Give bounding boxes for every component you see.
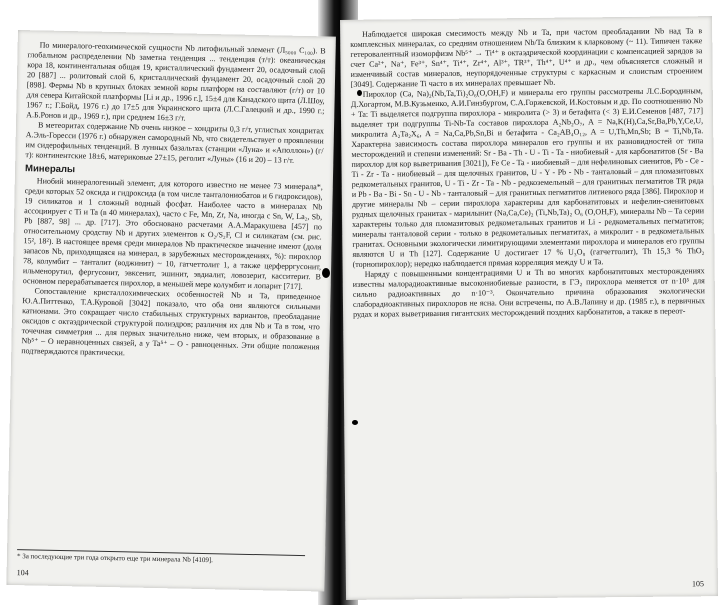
scan-speck [322,268,330,278]
scan-speck [357,90,362,96]
right-page [340,16,718,600]
scan-speck [352,420,358,425]
paragraph: Наблюдается широкая смесимость между Nb и Ta, при частом преобладании Nb над Ta в комплексных минералах, со средним отношением Nb/Ta близким к кларковому (~ 11). Типичен также гетеровалентный изоморфизм Nb⁵⁺ → Ti⁴⁺ в октаэдрической координации с компенсацией зарядов за счет Ca²⁺, Na⁺, Fe³⁺, Sn⁴⁺, Ti⁴⁺, Zr⁴⁺, Al³⁺, TR³⁺, Th⁴⁺, U⁴⁺ и др., чем объясняется сложный и изменчивый состав минералов, неупорядоченные структуры с каркасным и слоистым строением [3049]. Содержание Ti часто в их минералах превышает Nb. [350,26,703,89]
paragraph: Пирохлор (Ca, Na)₂(Nb,Ta,Ti)₂O₆(O,OH,F) и минералы его группы рассмотрены Л.С.Бородиным, Д.Хогартом, М.В.Кузьменко, А.И.Гинзбургом, С.А.Горжевской, И.Костовым и др. По соотношению Nb + Ta: Ti выделяется подгруппа пирохлора - микролита (> 3) и бетафита (< 3) Е.И.Семенов [487, 717] выделяет три подгруппы Ti-Nb-Ta составов пирохлора A₂Nb₂O₇, A = Na,K(H),Ca,Sr,Ba,Pb,Y,Ce,U, микролита A₂Ta₂X₆, A = Na,Ca,Pb,Sn,Bi и бетафита - Ca₂AB₄O₁₂, A = U,Th,Mn,Sb; B = Ti,Nb,Ta. Характерна зависимость состава пирохлора минералов его группы и их разновидностей от типа месторождений и степени изменений: Sr - Ba - Th - U - Ti - Ta - ниобиевый - для карбонатитов (Sr - Ba пирохлор для кор выветривания [3021]), Fe Ce - Ta - ниобиевый – для нефелиновых сиенитов, Pb - Ce - Ti - Zr - Ta - ниобиевый – для щелочных гранитов, U - Y - Pb - Nb - танталовый – для пломазитовых редкометальных гранитов, U - Ti - Zr - Ta - Nb - редкоземельный – для гранитных пегматитов TR ряда и Pb - Ba - Bi - Sn - U - Nb - танталовый – для гранитных пегматитов литиевого ряда [386]. Пирохлор и другие минералы Nb – серии пирохлора характерны для карбонатитовых и нефелин-сиенитовых рудных щелочных гранитах - марилынит (Na,Ca,Ce)₂ (Ti,Nb,Ta)₂ O₆ (O,OH,F), минералы Nb – Ta серии характерны только для пломазитовых редкометальных гранитов и Li - редкометальных пегматитов; минералы танталовой серии - только в редкометальных пегматитах, а микролит - в редкометальных гранитах. Основными экологически лимитирующими элементами пирохлора и минералов его группы являются U и Th [127]. Содержание U достигает 17 % U₃O₈ (гатчеттолит), Th 15,3 % ThO₂ (торнопирохлор); нередко наблюдается прямая корреляция между U и Ta. [350,86,705,269]
paragraph: Ниобий минералогенный элемент, для которого известно не менее 73 минерала*, среди которых 52 оксида и гидроксида (в том числе танталониобатов и 6 гидроксидов), 19 силикатов и 1 сложный водный фосфат. Наиболее часто в минералах Nb ассоциирует с Ti и Ta (в 40 минералах), часто с Fe, Mn, Zr, Na, иногда с Sn, W, La₂, Sb, Pb [887, 98] ... др. [717]. Это обосновано расчетами А.А.Маракушева [457] по относительному сродству Nb и других элементов к O₂/S₂F, Cl и силикатам (см. рис. 15², 18²). В настоящее время среди минералов Nb практическое значение имеют (доля запасов Nb, приходящаяся на минерал, в зарубежных месторождениях, %): пирохлор 78, колумбит – танталит (воджинит) ~ 10, гатчеттолит 1, а также церферргусонит, ильменорутил, фергусонит, эвксенит, эшинит, эвдиалит, ловозерит, касситерит. В основном перерабатывается пирохлор, в меньшей мере колумбит и лопарит [717]. [22,176,323,292]
left-page [6,30,336,592]
paragraph: В метеоритах содержание Nb очень низкое – хондриты 0,3 г/т, углистых хондритах А.Эль-Горесси (1976 г.) обнаружен самородный Nb, что свидетельствует о проявлении им сидерофильных тенденций. В лунных базальтах (станции «Луна» и «Аполлон») (г/т): континентские 18±6, материковые 27±15, реголит «Луны» (16 и 20) – 13 г/т. [25,120,325,165]
paragraph: Сопоставление кристаллохимических особенностей Nb и Ta, приведенное Ю.А.Питтенко, Т.А.Куровой [3042] показало, что оба они являются сильными катионами. Это сокращает число стабильных структурных вариантов, преобладание оксидов с октаэдрической структурой полиэдров; различия их для Nb и Ta в том, что точечная симметрия ... для первых значительно ниже, чем вторых, и образование в Nb⁵⁺ – O неравноценных связей, а у Ta⁵⁺ – O - равноценных. Эти общие положения подтверждаются практически. [21,286,321,358]
section-heading: Минералы [24,163,76,176]
page-number: 104 [16,568,29,578]
right-page-text [350,26,708,570]
footnote: * За последующие три года открыто еще три минерала Nb [4109]. [17,549,305,567]
paragraph: По минералого-геохимической сущности Nb литофильный элемент (Л₅₀₀₀ С₁₀₀). В глобальном распределении Nb заметна тенденция ... тенденция (т/т): океаническая кора 18, континентальная общая 19, кристаллический фундамент 20, осадочный слой 20 [887] ... ролитовый слой 6, кристаллический фундамент 20, осадочный слой 20 [898]. Фермы Nb в крупных блоках земной коры платформ на составляют (г/т) от 10 для севера Китайской платформы [Li и др., 1996 г.], 15±4 для Канадского щита (Л.Шоу, 1967 г.; Г.Бойд, 1976 г.) до 17±5 для Украинского щита (Л.С.Галецкий и др., 1990 г.; А.Б.Ронов и др., 1969 г.), при среднем 16±3 г/т. [26,40,326,123]
paragraph: Наряду с повышенными концентрациями U и Th во многих карбонатитовых месторождениях известны малорадиоактивные высокониобиевые разности, в ГЭ₂ пирохлора меняется от n·10⁵ для сильно радиоактивных до n·10⁻³. Окончательно причина образования экологически слаборадиоактивных пирохлоров не ясна. Они встречены, по А.В.Лапину и др. (1985 г.), в первичных рудах и корах выветривания гигантских месторождений поздних карбонатитов, а также в переот- [352,266,706,319]
left-page-text [17,40,326,561]
page-number: 105 [691,579,704,589]
